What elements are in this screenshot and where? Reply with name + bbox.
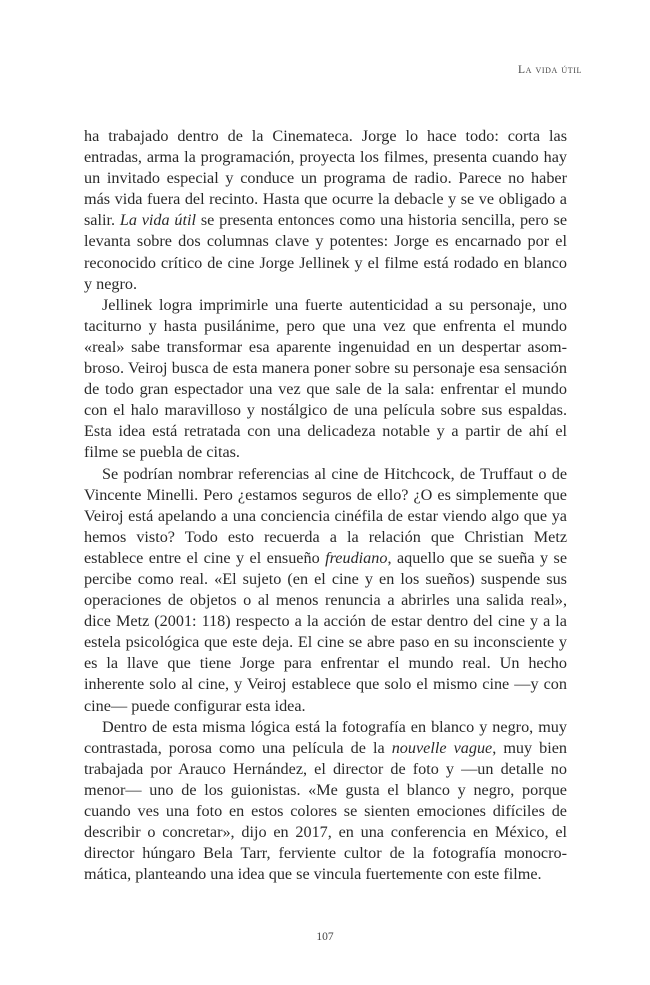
body-text	[84, 126, 567, 885]
text-run: ha trabajado dentro de la Cinemateca. Jorge lo hace todo: corta las entradas, arma la programación, proyecta los filmes, presenta cuando hay un invitado especial y conduce un programa de radio. Parece no haber más vida fuera del recinto. Hasta que ocurre la debacle y se ve obligado a salir.	[84, 127, 567, 230]
paragraph-3	[84, 464, 567, 717]
nouvelle-vague-italic: nouvelle vague	[391, 738, 493, 757]
text-run: , aquello que se sueña y se percibe como real. «El sujeto (en el cine y en los sueños) suspende sus operaciones de objetos o al menos renuncia a abrirles una salida real», dice Metz (2001: 118) respecto a la acción de estar dentro del cine y a la estela psicológica que este deja. El cine se abre paso en su inconsciente y es la llave que tiene Jorge para enfrentar el mundo real. Un hecho inherente solo al cine, y Veiroj establece que solo el mismo cine —y con cine— puede configurar esta idea.	[84, 548, 567, 715]
paragraph-2	[84, 295, 567, 464]
text-run: , muy bien trabajada por Arauco Hernández, el director de foto y —un detalle no menor— uno de los guionistas. «Me gusta el blanco y negro, porque cuando ves una foto en estos colores se sienten emociones difíciles de describir o concretar», dijo en 2017, en una conferencia en México, el director húngaro Bela Tarr, ferviente cultor de la fotografía monocromática, planteando una idea que se vincula fuertemente con este filme.	[84, 738, 568, 884]
film-title-italic: La vida útil	[119, 211, 197, 230]
paragraph-1	[84, 126, 567, 295]
text-run: se presenta entonces como una historia sencilla, pero se levanta sobre dos columnas clave y potentes: Jorge es encarnado por el reconocido crítico de cine Jorge Jellinek y el filme está rodado en blanco y negro.	[84, 211, 568, 293]
text-run: Se podrían nombrar referencias al cine de Hitchcock, de Truffaut o de Vincente Minelli. Pero ¿estamos seguros de ello? ¿O es simplemente que Veiroj está apelando a una conciencia cinéfila de estar viendo algo que ya hemos visto? Todo esto recuerda a la relación que Christian Metz establece entre el cine y el ensueño	[84, 464, 567, 567]
running-header: La vida útil	[518, 64, 582, 76]
text-run: Dentro de esta misma lógica está la fotografía en blanco y negro, muy contrastada, porosa como una película de la	[84, 717, 567, 757]
text-run: Jellinek logra imprimirle una fuerte autenticidad a su personaje, uno taciturno y hasta pusilánime, pero que una vez que enfrenta el mundo «real» sabe transformar esa aparente ingenuidad en un despertar asombroso. Veiroj busca de esta manera poner sobre su personaje esa sensación de todo gran espectador una vez que sale de la sala: enfrentar el mundo con el halo maravilloso y nostálgico de una película sobre sus espaldas. Esta idea está retratada con una delicadeza notable y a partir de ahí el filme se puebla de citas.	[84, 295, 567, 462]
paragraph-4	[84, 717, 567, 886]
page-number: 107	[316, 931, 334, 943]
freudiano-italic: freudiano	[325, 548, 388, 567]
